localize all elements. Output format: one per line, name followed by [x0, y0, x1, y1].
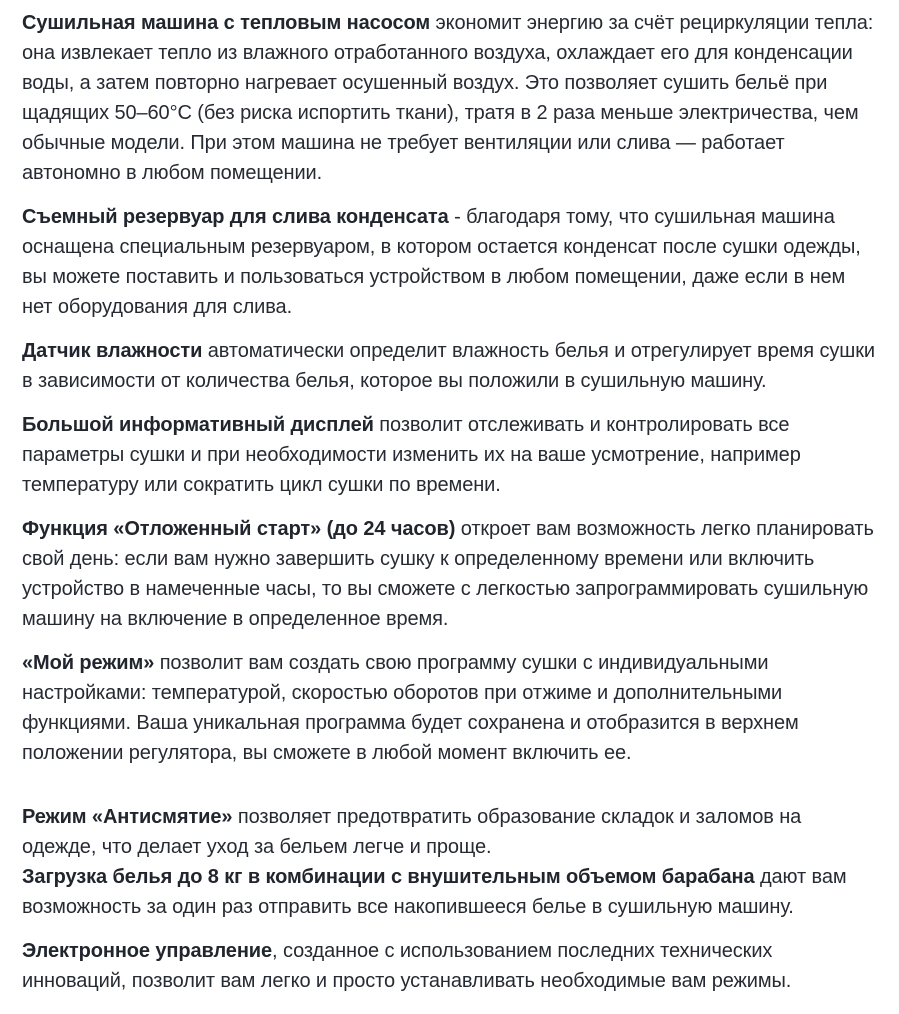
feature-title-delayed-start: Функция «Отложенный старт» (до 24 часов): [22, 518, 456, 540]
feature-text-heat-pump-dryer: экономит энергию за счёт рециркуляции тепла: она извлекает тепло из влажного отработанного воздуха, охлаждает его для конденсации воды, а затем повторно нагревает осушенный воздух. Это позволяет сушить бельё при щадящих 50–60°C (без риска испортить ткани), тратя в 2 раза меньше электричества, чем обычные модели. При этом машина не требует вентиляции или слива — работает автономно в любом помещении.: [22, 12, 874, 184]
feature-text-humidity-sensor: автоматически определит влажность белья и отрегулирует время сушки в зависимости от количества белья, которое вы положили в сушильную машину.: [22, 340, 875, 392]
paragraph-my-mode: [22, 648, 877, 768]
feature-text-info-display: позволит отслеживать и контролировать все параметры сушки и при необходимости изменить их на ваше усмотрение, например температуру или сократить цикл сушки по времени.: [22, 414, 801, 496]
feature-title-my-mode: «Мой режим»: [22, 652, 155, 674]
feature-title-info-display: Большой информативный дисплей: [22, 414, 374, 436]
paragraph-info-display: [22, 410, 877, 500]
feature-text-load-capacity: дают вам возможность за один раз отправить все накопившееся белье в сушильную машину.: [22, 866, 847, 918]
feature-text-condensate-tank: - благодаря тому, что сушильная машина оснащена специальным резервуаром, в котором остается конденсат после сушки одежды, вы можете поставить и пользоваться устройством в любом помещении, даже если в нем нет оборудования для слива.: [22, 206, 861, 318]
paragraph-delayed-start: [22, 514, 877, 634]
paragraph-anti-crease: [22, 802, 877, 862]
feature-text-anti-crease: позволяет предотвратить образование складок и заломов на одежде, что делает уход за бельем легче и проще.: [22, 806, 802, 858]
paragraph-heat-pump-dryer: [22, 8, 877, 188]
feature-title-anti-crease: Режим «Антисмятие»: [22, 806, 233, 828]
paragraph-electronic-control: [22, 936, 877, 996]
feature-text-delayed-start: откроет вам возможность легко планировать свой день: если вам нужно завершить сушку к определенному времени или включить устройство в намеченные часы, то вы сможете с легкостью запрограммировать сушильную машину на включение в определенное время.: [22, 518, 874, 630]
feature-text-electronic-control: , созданное с использованием последних технических инноваций, позволит вам легко и просто устанавливать необходимые вам режимы.: [22, 940, 792, 992]
feature-title-heat-pump-dryer: Сушильная машина с тепловым насосом: [22, 12, 431, 34]
feature-title-condensate-tank: Съемный резервуар для слива конденсата: [22, 206, 449, 228]
paragraph-condensate-tank: [22, 202, 877, 322]
paragraph-humidity-sensor: [22, 336, 877, 396]
feature-title-electronic-control: Электронное управление: [22, 940, 273, 962]
feature-text-my-mode: позволит вам создать свою программу сушки с индивидуальными настройками: температурой, скоростью оборотов при отжиме и дополнительными функциями. Ваша уникальная программа будет сохранена и отобразится в верхнем положении регулятора, вы сможете в любой момент включить ее.: [22, 652, 799, 764]
paragraph-load-capacity: [22, 862, 877, 922]
feature-title-humidity-sensor: Датчик влажности: [22, 340, 203, 362]
feature-title-load-capacity: Загрузка белья до 8 кг в комбинации с внушительным объемом барабана: [22, 866, 755, 888]
